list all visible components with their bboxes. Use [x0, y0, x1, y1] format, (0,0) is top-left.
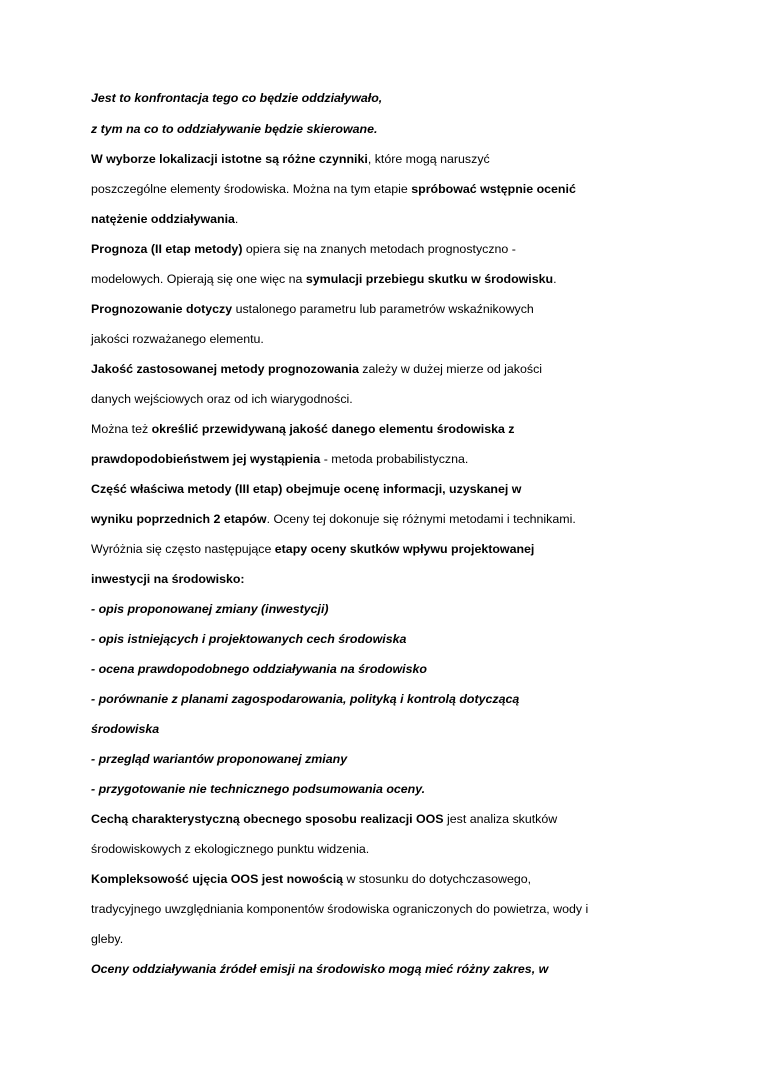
text-run: etapy oceny skutków wpływu projektowanej: [274, 542, 535, 556]
text-run: Część właściwa metody (III etap) obejmuje ocenę informacji, uzyskanej w: [91, 482, 522, 496]
text-run: Kompleksowość ujęcia OOS jest nowością: [91, 872, 344, 886]
text-run: zależy w dużej mierze od jakości: [358, 362, 543, 376]
text-run: Cechą charakterystyczną obecnego sposobu realizacji OOS: [91, 812, 444, 826]
text-run: środowiskowych z ekologicznego punktu widzenia.: [91, 842, 370, 856]
text-line: [91, 841, 369, 857]
text-run: Prognozowanie dotyczy: [91, 302, 233, 316]
text-line: [91, 691, 519, 707]
text-run: środowiska: [91, 722, 160, 736]
text-run: - przegląd wariantów proponowanej zmiany: [91, 752, 348, 766]
text-run: z tym na co to oddziaływanie będzie skierowane.: [91, 122, 378, 136]
text-line: [91, 811, 557, 827]
text-line: [91, 361, 542, 377]
text-line: [91, 871, 531, 887]
text-line: [91, 271, 557, 287]
text-line: [91, 631, 406, 647]
text-run: gleby.: [91, 932, 124, 946]
text-line: [91, 901, 588, 917]
text-run: w stosunku do dotychczasowego,: [343, 872, 532, 886]
text-run: Można też: [91, 422, 152, 436]
text-run: , które mogą naruszyć: [367, 152, 490, 166]
text-line: [91, 961, 548, 977]
text-line: [91, 121, 377, 137]
text-run: .: [234, 212, 239, 226]
text-run: danych wejściowych oraz od ich wiarygodności.: [91, 392, 353, 406]
text-line: [91, 421, 515, 437]
text-run: - porównanie z planami zagospodarowania, polityką i kontrolą dotyczącą: [91, 692, 520, 706]
text-line: [91, 511, 576, 527]
text-line: [91, 751, 347, 767]
text-run: wyniku poprzednich 2 etapów: [91, 512, 267, 526]
text-run: . Oceny tej dokonuje się różnymi metodami i technikami.: [266, 512, 576, 526]
text-run: prawdopodobieństwem jej wystąpienia: [91, 452, 321, 466]
text-run: - opis proponowanej zmiany (inwestycji): [91, 602, 329, 616]
text-run: W wyborze lokalizacji istotne są różne czynniki: [91, 152, 368, 166]
text-line: [91, 90, 382, 106]
text-line: [91, 481, 521, 497]
text-line: [91, 721, 159, 737]
text-line: [91, 661, 427, 677]
text-line: [91, 181, 576, 197]
text-run: .: [553, 272, 557, 286]
text-run: Wyróżnia się często następujące: [91, 542, 275, 556]
text-run: Prognoza (II etap metody): [91, 242, 243, 256]
text-run: ustalonego parametru lub parametrów wskaźnikowych: [232, 302, 534, 316]
text-line: [91, 931, 123, 947]
text-run: symulacji przebiegu skutku w środowisku: [305, 272, 554, 286]
text-run: tradycyjnego uwzględniania komponentów środowiska ograniczonych do powietrza, wody i: [91, 902, 589, 916]
text-run: Oceny oddziaływania źródeł emisji na środowisko mogą mieć różny zakres, w: [91, 962, 549, 976]
text-run: jest analiza skutków: [443, 812, 558, 826]
text-run: spróbować wstępnie ocenić: [411, 182, 576, 196]
text-run: ‐ metoda probabilistyczna.: [320, 452, 469, 466]
text-run: poszczególne elementy środowiska. Można na tym etapie: [91, 182, 412, 196]
text-run: określić przewidywaną jakość danego elementu środowiska z: [151, 422, 515, 436]
text-line: [91, 331, 264, 347]
text-run: - ocena prawdopodobnego oddziaływania na środowisko: [91, 662, 427, 676]
text-line: [91, 601, 329, 617]
text-run: Jest to konfrontacja tego co będzie oddziaływało,: [91, 91, 383, 105]
text-run: - opis istniejących i projektowanych cech środowiska: [91, 632, 407, 646]
text-run: Jakość zastosowanej metody prognozowania: [91, 362, 359, 376]
text-line: [91, 391, 353, 407]
text-run: natężenie oddziaływania: [91, 212, 235, 226]
text-run: opiera się na znanych metodach prognostyczno ‐: [242, 242, 516, 256]
text-line: [91, 211, 238, 227]
text-run: inwestycji na środowisko:: [91, 572, 245, 586]
text-line: [91, 571, 245, 587]
text-run: modelowych. Opierają się one więc na: [91, 272, 306, 286]
text-line: [91, 301, 534, 317]
text-line: [91, 451, 468, 467]
text-line: [91, 541, 534, 557]
text-line: [91, 151, 490, 167]
text-run: - przygotowanie nie technicznego podsumowania oceny.: [91, 782, 426, 796]
text-line: [91, 241, 516, 257]
text-line: [91, 781, 425, 797]
text-run: jakości rozważanego elementu.: [91, 332, 264, 346]
